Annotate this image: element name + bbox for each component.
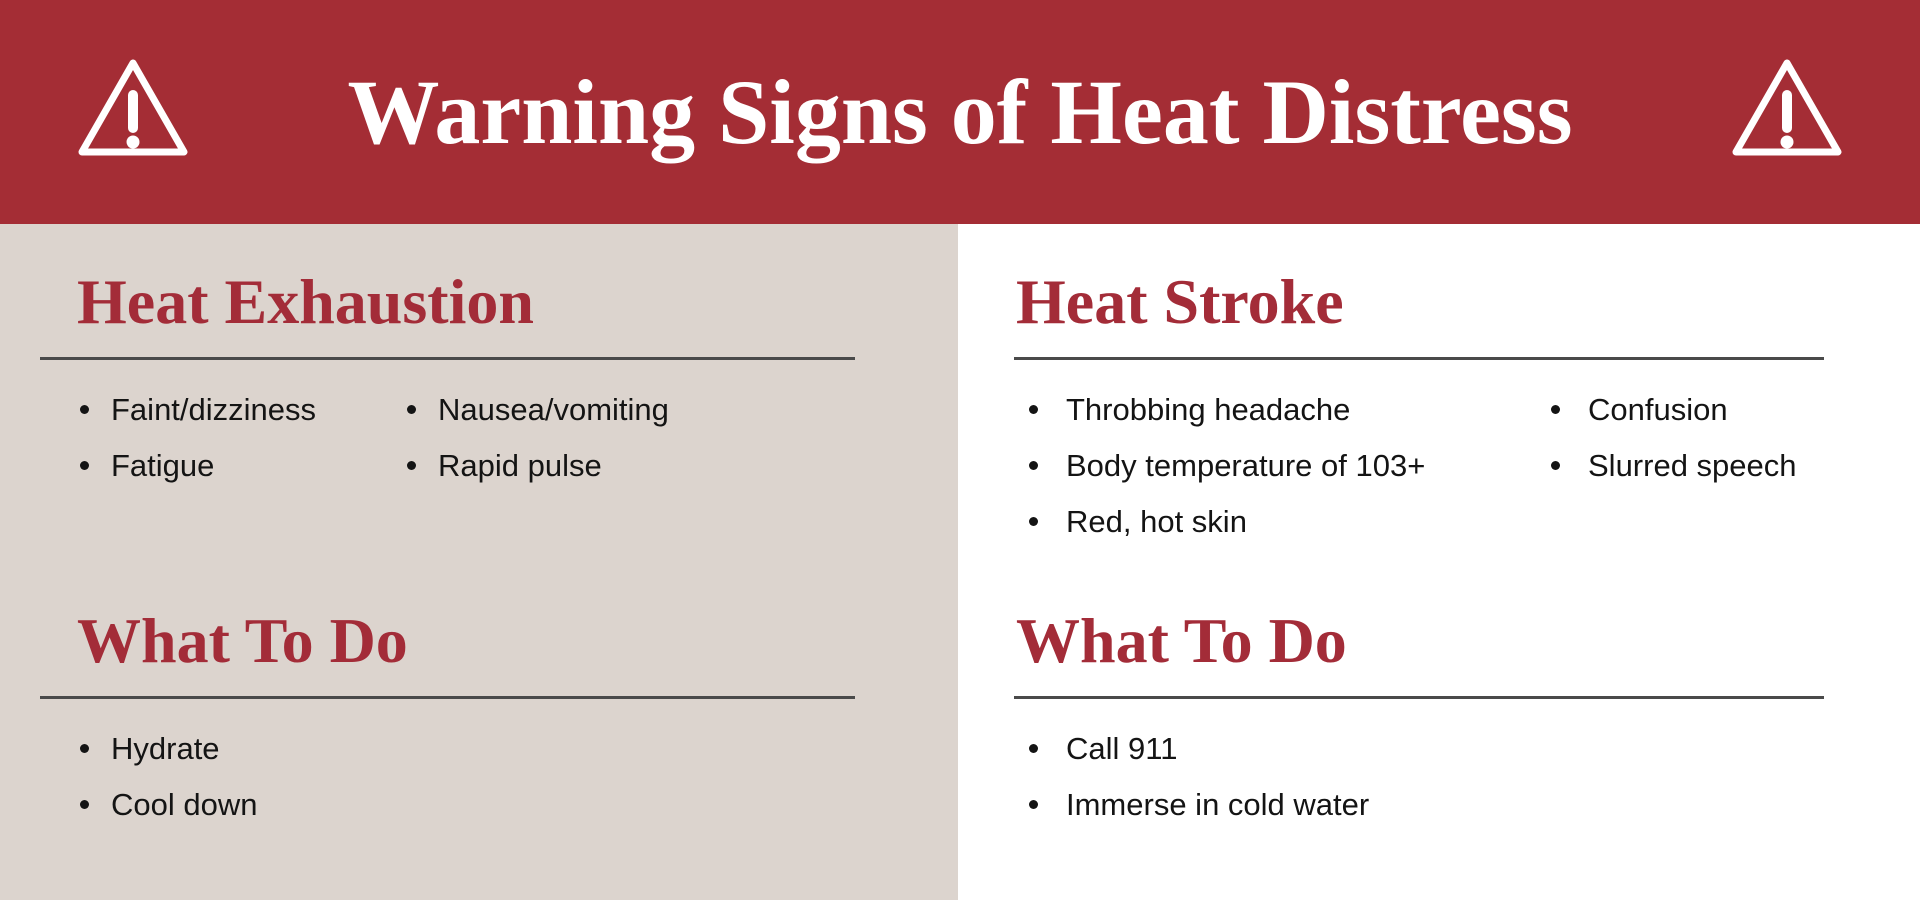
list-item: [407, 382, 669, 438]
list-item: [1029, 438, 1551, 494]
warning-triangle-icon: [1725, 51, 1849, 173]
symptom-text: Fatigue: [111, 448, 215, 483]
bullet-icon: [1029, 461, 1038, 470]
action-text: Hydrate: [111, 731, 220, 766]
page-title: Warning Signs of Heat Distress: [347, 61, 1573, 163]
bullet-icon: [1551, 461, 1560, 470]
symptom-text: Confusion: [1588, 392, 1728, 427]
bullet-icon: [1029, 517, 1038, 526]
header-banner: [0, 0, 1920, 224]
list-item: [80, 777, 958, 833]
list-item: [407, 438, 669, 494]
bullet-icon: [1029, 405, 1038, 414]
bullet-icon: [1551, 405, 1560, 414]
list-item: [80, 721, 958, 777]
list-item: [1551, 382, 1797, 438]
list-item: [1551, 438, 1797, 494]
action-text: Cool down: [111, 787, 258, 822]
heat-stroke-panel: [958, 224, 1920, 900]
action-text: Immerse in cold water: [1066, 787, 1370, 822]
section-title-what-to-do: What To Do: [1016, 605, 1347, 676]
heat-stroke-action-list: [1014, 699, 1920, 833]
bullet-icon: [80, 405, 89, 414]
warning-triangle-icon: [71, 51, 195, 173]
bullet-icon: [407, 461, 416, 470]
section-title-heat-exhaustion: Heat Exhaustion: [77, 266, 534, 337]
action-text: Call 911: [1066, 731, 1178, 766]
symptom-text: Red, hot skin: [1066, 504, 1247, 539]
symptom-text: Faint/dizziness: [111, 392, 317, 427]
bullet-icon: [1029, 800, 1038, 809]
bullet-icon: [1029, 744, 1038, 753]
content-columns: [0, 224, 1920, 900]
symptom-text: Rapid pulse: [438, 448, 602, 483]
heat-exhaustion-symptom-list: [40, 360, 958, 609]
bullet-icon: [407, 405, 416, 414]
heat-stroke-symptom-list: [1014, 360, 1920, 609]
list-item: [1029, 494, 1551, 550]
bullet-icon: [80, 461, 89, 470]
symptom-text: Slurred speech: [1588, 448, 1797, 483]
list-item: [80, 438, 407, 494]
bullet-icon: [80, 744, 89, 753]
section-title-heat-stroke: Heat Stroke: [1016, 266, 1344, 337]
section-title-what-to-do: What To Do: [77, 605, 408, 676]
heat-exhaustion-panel: [0, 224, 958, 900]
symptom-text: Nausea/vomiting: [438, 392, 669, 427]
symptom-text: Throbbing headache: [1066, 392, 1351, 427]
symptom-text: Body temperature of 103+: [1066, 448, 1426, 483]
list-item: [1029, 721, 1920, 777]
heat-exhaustion-action-list: [40, 699, 958, 833]
list-item: [1029, 382, 1551, 438]
list-item: [1029, 777, 1920, 833]
bullet-icon: [80, 800, 89, 809]
list-item: [80, 382, 407, 438]
